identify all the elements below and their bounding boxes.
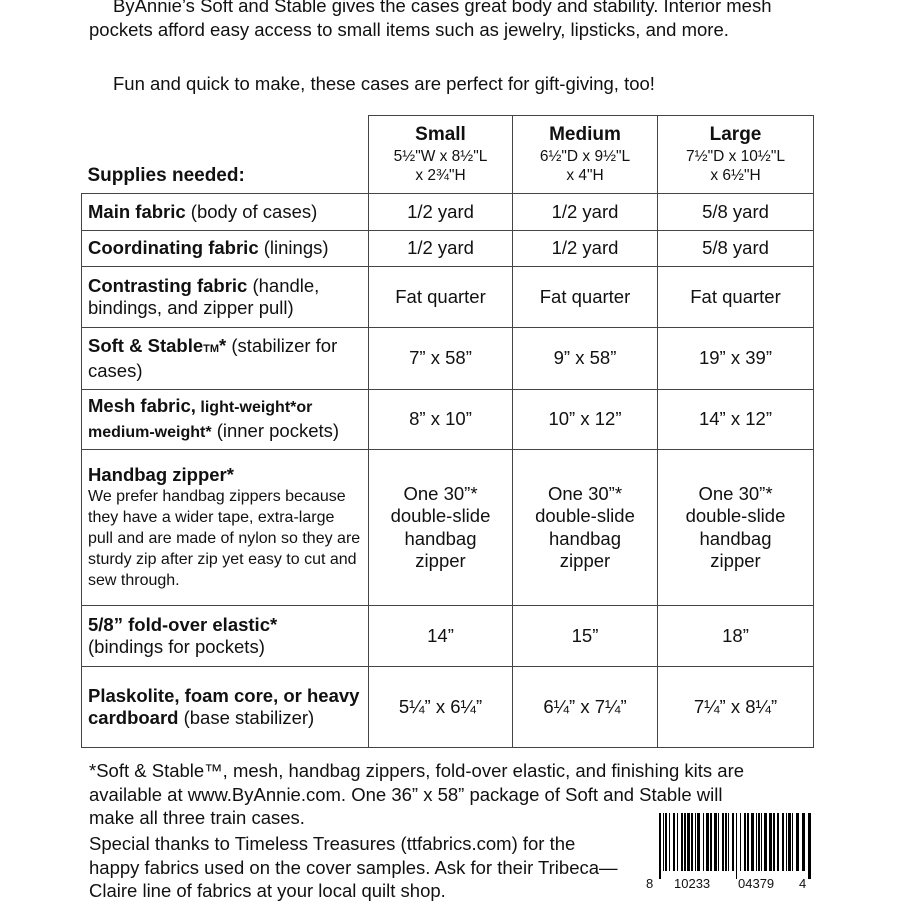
supply-item: Main fabric (body of cases) <box>82 194 369 231</box>
barcode-digits-3: 04379 <box>738 876 775 891</box>
barcode-bar <box>736 813 737 879</box>
barcode-digit-4: 4 <box>799 876 807 891</box>
barcode-bar <box>758 813 760 871</box>
supply-item: Coordinating fabric (linings) <box>82 231 369 267</box>
supply-quantity: 10” x 12” <box>513 390 658 450</box>
supply-item: Plaskolite, foam core, or heavy cardboard (base stabilizer) <box>82 667 369 748</box>
barcode-digit-1: 8 <box>646 876 654 891</box>
barcode-bar <box>718 813 719 871</box>
table-header-row <box>82 116 814 194</box>
supply-quantity: 18” <box>658 606 814 667</box>
supply-quantity: Fat quarter <box>513 267 658 328</box>
table-row <box>82 267 814 328</box>
supply-quantity: Fat quarter <box>658 267 814 328</box>
barcode-bar <box>681 813 683 871</box>
footnote: *Soft & Stable™, mesh, handbag zippers, fold-over elastic, and finishing kits are available at www.ByAnnie.com. One 36” x 58” package of Soft and Stable will make all three train cases. <box>89 760 745 828</box>
barcode-bar <box>714 813 717 871</box>
column-large: Large 7½"D x 10½"L x 6½"H <box>658 116 814 194</box>
barcode-bar <box>761 813 762 871</box>
supply-quantity: 14” <box>369 606 513 667</box>
barcode-bar <box>792 813 793 871</box>
barcode-bar <box>773 813 775 871</box>
barcode-bar <box>802 813 805 871</box>
barcode-bar <box>695 813 696 871</box>
barcode-bar <box>665 813 667 871</box>
supply-quantity: 5¼” x 6¼” <box>369 667 513 748</box>
supply-item: Soft & StableTM* (stabilizer for cases) <box>82 328 369 390</box>
barcode-bar <box>751 813 754 871</box>
barcode-bar <box>722 813 724 871</box>
barcode-bar <box>808 813 811 879</box>
supply-quantity: 7” x 58” <box>369 328 513 390</box>
supply-quantity: 8” x 10” <box>369 390 513 450</box>
supply-quantity: Fat quarter <box>369 267 513 328</box>
supply-quantity: One 30”* double-slide handbag zipper <box>369 450 513 606</box>
table-row <box>82 667 814 748</box>
supply-quantity: 6¼” x 7¼” <box>513 667 658 748</box>
supply-quantity: 5/8 yard <box>658 231 814 267</box>
table-row <box>82 606 814 667</box>
supply-quantity: 5/8 yard <box>658 194 814 231</box>
supply-item: Mesh fabric, light-weight*or medium-weight* (inner pockets) <box>82 390 369 450</box>
barcode-bar <box>663 813 664 871</box>
barcode-digits-2: 10233 <box>674 876 711 891</box>
supply-quantity: 7¼” x 8¼” <box>658 667 814 748</box>
barcode-bar <box>769 813 772 871</box>
barcode-bar <box>687 813 690 871</box>
supply-quantity: 9” x 58” <box>513 328 658 390</box>
supply-quantity: 15” <box>513 606 658 667</box>
barcode-bar <box>782 813 784 871</box>
barcode-bar <box>740 813 741 871</box>
barcode-bar <box>747 813 749 871</box>
barcode-bar <box>788 813 791 871</box>
barcode-bar <box>697 813 700 871</box>
supplies-heading: Supplies needed: <box>82 116 369 194</box>
supply-quantity: 1/2 yard <box>513 231 658 267</box>
thanks-note: Special thanks to Timeless Treasures (ttfabrics.com) for the happy fabrics used on the cover samples. Ask for their Tribeca—Claire line of fabrics at your local quilt shop. <box>89 833 618 901</box>
barcode-bar <box>725 813 727 871</box>
table-row <box>82 390 814 450</box>
barcode-bar <box>684 813 686 871</box>
barcode-bar <box>777 813 779 871</box>
supply-item: Contrasting fabric (handle, bindings, and zipper pull) <box>82 267 369 328</box>
barcode-bar <box>796 813 799 871</box>
table-row <box>82 328 814 390</box>
barcode-bar <box>764 813 767 871</box>
barcode-bar <box>744 813 746 871</box>
supply-quantity: One 30”* double-slide handbag zipper <box>513 450 658 606</box>
column-small: Small 5½"W x 8½"L x 2¾"H <box>369 116 513 194</box>
barcode-bar <box>706 813 709 871</box>
supply-item: Handbag zipper* We prefer handbag zippers because they have a wider tape, extra-large pull and are made of nylon so they are sturdy zip after zip yet easy to cut and sew through. <box>82 450 369 606</box>
barcode-bar <box>659 813 661 879</box>
supply-quantity: 1/2 yard <box>369 194 513 231</box>
table-row <box>82 450 814 606</box>
supply-quantity: 1/2 yard <box>513 194 658 231</box>
barcode-bar <box>673 813 675 871</box>
barcode-image <box>657 813 817 879</box>
barcode-bar <box>756 813 757 871</box>
supply-item: 5/8” fold-over elastic* (bindings for pockets) <box>82 606 369 667</box>
barcode-bar <box>710 813 712 871</box>
barcode-bar <box>732 813 734 871</box>
column-medium: Medium 6½"D x 9½"L x 4"H <box>513 116 658 194</box>
barcode-bar <box>703 813 704 871</box>
supply-quantity: One 30”* double-slide handbag zipper <box>658 450 814 606</box>
supply-quantity: 19” x 39” <box>658 328 814 390</box>
barcode-bar <box>728 813 729 871</box>
supplies-table <box>81 115 814 748</box>
barcode-bar <box>677 813 678 871</box>
barcode-bar <box>691 813 693 871</box>
intro-paragraph-2: Fun and quick to make, these cases are perfect for gift-giving, too! <box>113 73 655 94</box>
supply-quantity: 1/2 yard <box>369 231 513 267</box>
supply-quantity: 14” x 12” <box>658 390 814 450</box>
table-row <box>82 194 814 231</box>
barcode-bar <box>786 813 787 871</box>
intro-paragraph-1: ByAnnie’s Soft and Stable gives the cases great body and stability. Interior mesh pockets afford easy access to small items such as jewelry, lipsticks, and more. <box>89 0 772 40</box>
barcode-bar <box>669 813 670 871</box>
table-row <box>82 231 814 267</box>
